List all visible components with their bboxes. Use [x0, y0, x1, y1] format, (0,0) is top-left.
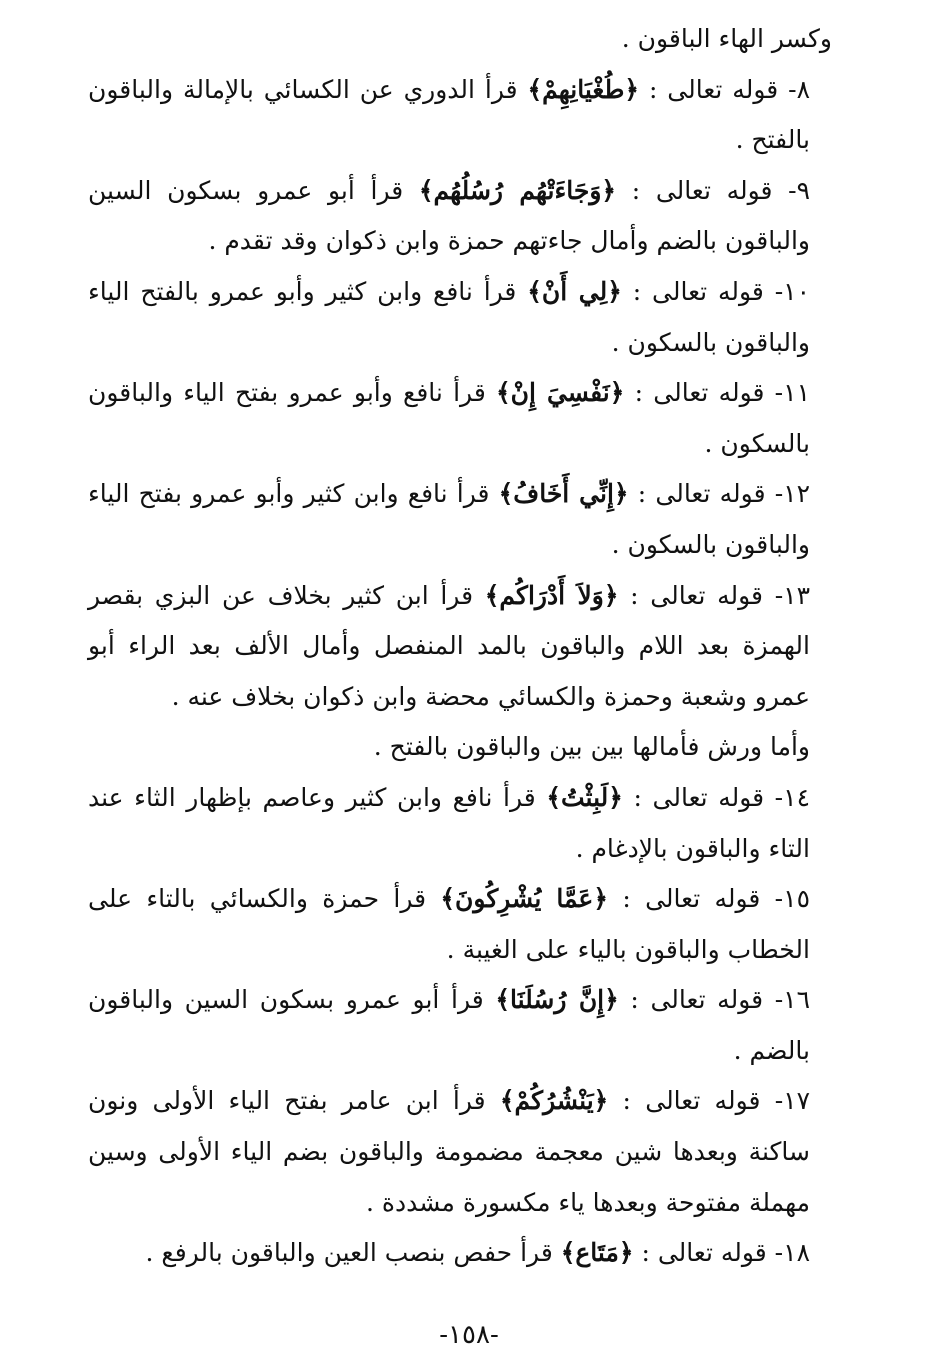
- item-reading: قرأ نافع وابن كثير وعاصم بإظهار الثاء عند التاء والباقون بالإدغام .: [88, 782, 810, 863]
- item-lead: ١٧- قوله تعالى :: [608, 1086, 810, 1116]
- item-reading: قرأ ابن عامر بفتح الياء الأولى ونون ساكنة وبعدها شين معجمة مضمومة والباقون بضم الياء الأولى وسين مهملة مفتوحة وبعدها ياء مكسورة مشددة .: [88, 1086, 810, 1217]
- quran-phrase: ﴿لِي أَنْ﴾: [527, 276, 622, 306]
- item-reading: قرأ نافع وابن كثير وأبو عمرو بفتح الياء والباقون بالسكون .: [88, 479, 810, 559]
- paragraph-1: [88, 14, 832, 65]
- paragraph-item-11: [88, 368, 832, 469]
- item-lead: ١٥- قوله تعالى :: [608, 884, 810, 914]
- page-number: -١٥٨-: [439, 1320, 499, 1350]
- quran-phrase: ﴿وَلاَ أَدْرَاكُم﴾: [484, 580, 619, 610]
- quran-phrase: ﴿يَنْشُرُكُمْ﴾: [499, 1086, 609, 1116]
- paragraph-item-17: [88, 1076, 832, 1228]
- item-lead: ١٨- قوله تعالى :: [633, 1238, 810, 1268]
- quran-phrase: ﴿لَبِثْتُ﴾: [546, 782, 623, 812]
- paragraph-item-13: [88, 571, 832, 723]
- paragraph-text: وكسر الهاء الباقون .: [621, 24, 832, 53]
- paragraph-item-8: [88, 65, 832, 166]
- quran-phrase: ﴿إِنَّ رُسُلَنَا﴾: [495, 985, 619, 1015]
- item-reading: قرأ نافع وأبو عمرو بفتح الياء والباقون بالسكون .: [88, 378, 810, 458]
- item-reading: قرأ حفص بنصب العين والباقون بالرفع .: [145, 1238, 561, 1268]
- quran-phrase: ﴿نَفْسِيَ إِنْ﴾: [496, 378, 625, 408]
- item-lead: ١٣- قوله تعالى :: [618, 580, 810, 610]
- quran-phrase: ﴿وَجَاءَتْهُم رُسُلُهُم﴾: [418, 175, 617, 205]
- paragraph-item-16: [88, 975, 832, 1076]
- item-reading: قرأ حمزة والكسائي بالتاء على الخطاب والباقون بالياء على الغيبة .: [88, 884, 810, 964]
- item-reading: قرأ الدوري عن الكسائي بالإمالة والباقون بالفتح .: [88, 74, 810, 155]
- paragraph-item-14: [88, 773, 832, 874]
- item-reading: قرأ ابن كثير بخلاف عن البزي بقصر الهمزة بعد اللام والباقون بالمد المنفصل وأمال الألف بعد الراء أبو عمرو وشعبة وحمزة والكسائي محضة وابن ذكوان بخلاف عنه .: [88, 580, 810, 711]
- quran-phrase: ﴿عَمَّا يُشْرِكُونَ﴾: [440, 884, 608, 914]
- paragraph-item-10: [88, 267, 832, 368]
- paragraph-item-12: [88, 469, 832, 570]
- paragraph-text: وأما ورش فأمالها بين بين والباقون بالفتح .: [373, 732, 810, 762]
- paragraph-warsh-note: [88, 722, 832, 773]
- quran-phrase: ﴿مَتَاع﴾: [560, 1238, 634, 1268]
- item-lead: ١١- قوله تعالى :: [624, 378, 810, 408]
- paragraph-item-9: [88, 166, 832, 267]
- item-lead: ٩- قوله تعالى :: [616, 175, 811, 205]
- item-lead: ١٢- قوله تعالى :: [628, 479, 811, 509]
- paragraph-item-15: [88, 874, 832, 975]
- item-lead: ٨- قوله تعالى :: [639, 74, 810, 104]
- paragraph-item-18: [88, 1228, 832, 1279]
- item-reading: قرأ أبو عمرو بسكون السين والباقون بالضم وأمال جاءتهم حمزة وابن ذكوان وقد تقدم .: [88, 175, 810, 256]
- item-lead: ١٦- قوله تعالى :: [618, 985, 811, 1015]
- quran-phrase: ﴿طُغْيَانِهِمْ﴾: [527, 74, 640, 104]
- quran-phrase: ﴿إِنِّي أَخَافُ﴾: [498, 479, 629, 509]
- item-lead: ١٠- قوله تعالى :: [621, 276, 811, 306]
- item-reading: قرأ أبو عمرو بسكون السين والباقون بالضم .: [88, 985, 810, 1065]
- item-reading: قرأ نافع وابن كثير وأبو عمرو بالفتح الياء والباقون بالسكون .: [88, 276, 810, 357]
- item-lead: ١٤- قوله تعالى :: [622, 782, 810, 812]
